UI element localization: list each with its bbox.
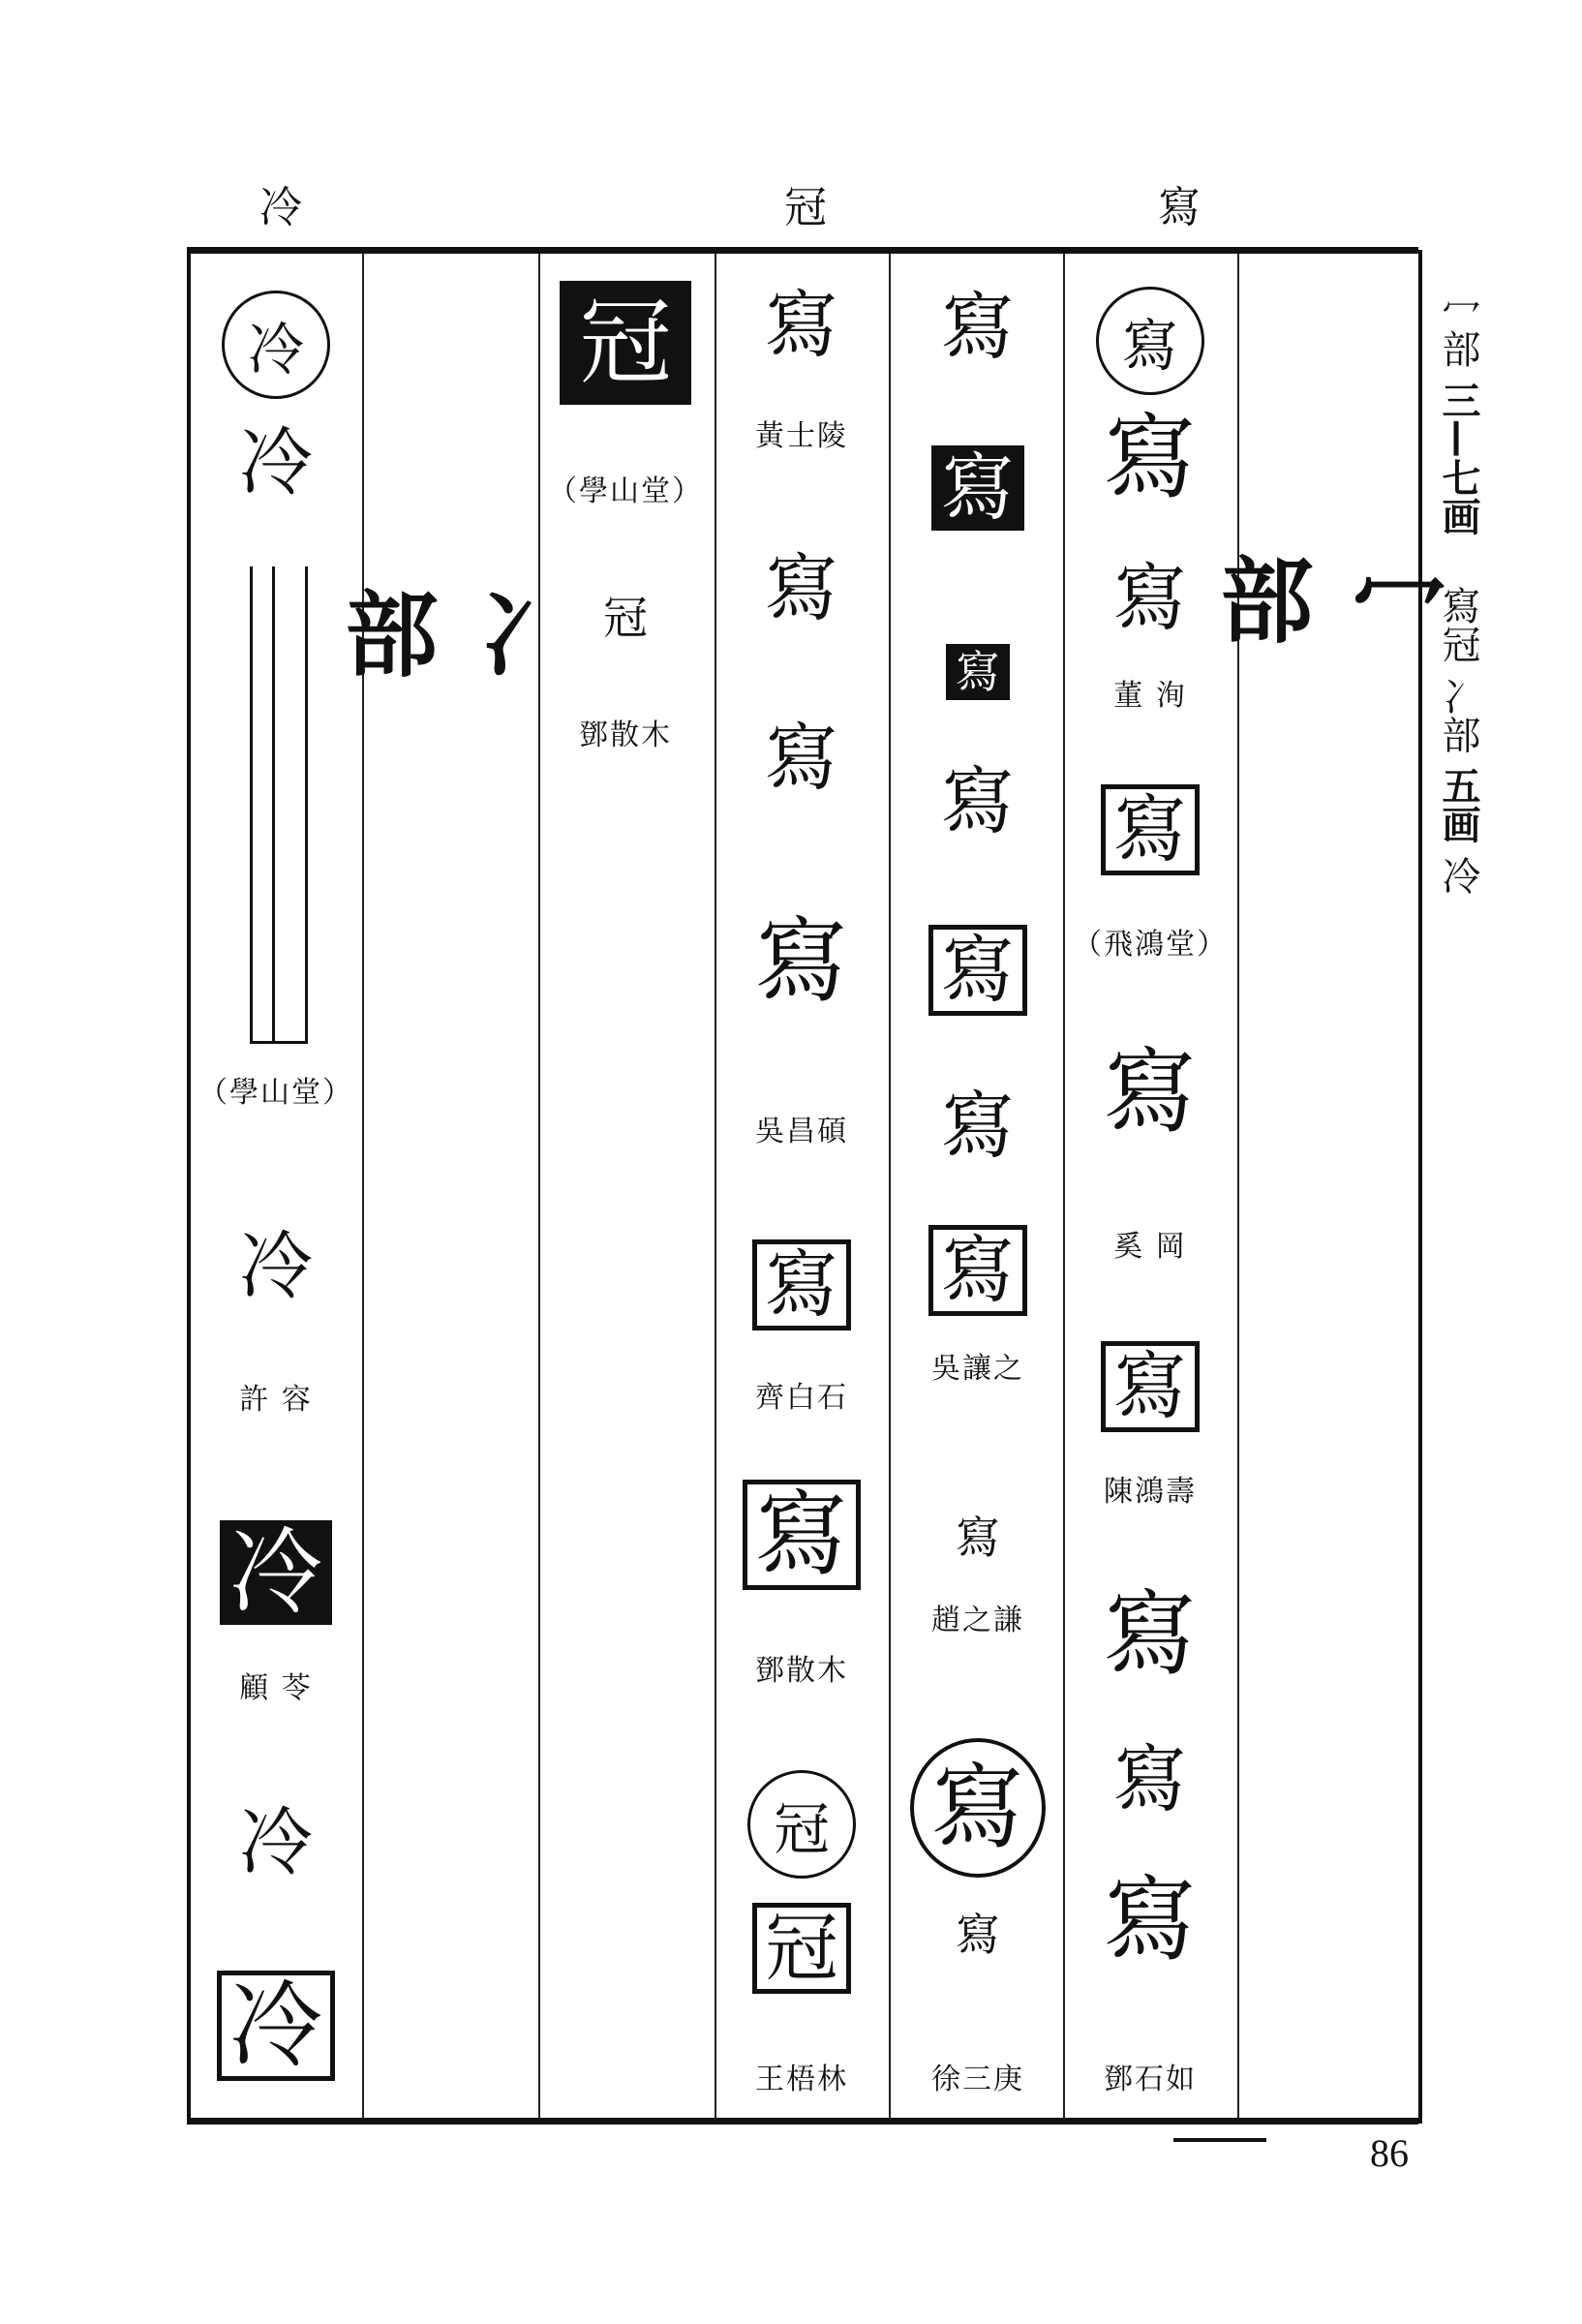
column-divider	[362, 254, 364, 2118]
seal-glyph: 寫	[1104, 1038, 1197, 1147]
seal-glyph: 冷	[239, 1223, 313, 1309]
seal-caption: （學山堂）	[198, 1076, 353, 1110]
seal-glyph: 寫	[1104, 1580, 1197, 1689]
seal-caption: 王梧林	[755, 2063, 848, 2096]
seal-glyph: 寫	[928, 925, 1027, 1016]
header-char-leng: 冷	[259, 183, 302, 232]
sidebar-radical: 冫部	[1436, 676, 1480, 754]
seal-caption: 吳昌碩	[755, 1115, 848, 1148]
seal-caption: 奚 岡	[1113, 1230, 1187, 1264]
seal-glyph: 冠	[603, 592, 648, 644]
headword-circle-guan: 冠	[747, 1770, 856, 1879]
headword-circle-leng: 冷	[222, 290, 330, 399]
seal-glyph: 寫	[743, 1480, 861, 1590]
seal-glyph: 寫	[941, 758, 1015, 844]
seal-glyph: 冷	[217, 1971, 335, 2081]
seal-glyph: 寫	[1113, 555, 1187, 641]
seal-glyph: 寫	[765, 545, 838, 631]
radical-glyph: 冖	[1338, 552, 1446, 645]
seal-glyph: 寫	[928, 1225, 1027, 1316]
seal-caption: 鄧散木	[579, 719, 672, 752]
seal-glyph: 寫	[1104, 1866, 1197, 1974]
header-char-guan: 冠	[784, 183, 827, 232]
radical-label: 部	[330, 586, 439, 679]
sidebar-radical: 冖部	[1436, 290, 1480, 368]
seal-caption: 許 容	[239, 1383, 313, 1417]
seal-glyph: 寫	[931, 445, 1024, 531]
seal-caption: 黃士陵	[755, 419, 848, 453]
seal-glyph: 寫	[1101, 1341, 1200, 1432]
seal-glyph: 寫	[956, 1909, 1000, 1961]
seal-glyph: 寫	[765, 715, 838, 801]
headword-circle-xie: 寫	[1096, 287, 1204, 395]
seal-glyph: 冷	[220, 1520, 332, 1625]
seal-elongated-stroke	[250, 566, 308, 1044]
seal-caption: 鄧散木	[755, 1654, 848, 1688]
seal-glyph: 寫	[956, 1512, 1000, 1564]
column-divider	[1063, 254, 1065, 2118]
seal-glyph: 冷	[239, 419, 313, 505]
seal-glyph: 冠	[560, 281, 691, 405]
radical-label: 部	[1205, 552, 1314, 645]
seal-glyph: 寫	[910, 1738, 1046, 1878]
column-divider	[538, 254, 540, 2118]
seal-glyph: 冷	[239, 1799, 313, 1885]
sidebar-strokes: 五画	[1436, 765, 1480, 843]
seal-caption: 趙之謙	[931, 1604, 1024, 1637]
seal-caption: 董 洵	[1113, 679, 1187, 713]
header-char-xie: 寫	[1158, 183, 1201, 232]
radical-title-mian	[1194, 552, 1459, 761]
seal-glyph: 寫	[765, 282, 838, 368]
seal-caption: 顧 苓	[239, 1671, 313, 1705]
column-divider	[1237, 254, 1239, 2118]
seal-caption: 吳讓之	[931, 1352, 1024, 1386]
seal-caption: 陳鴻壽	[1104, 1475, 1197, 1509]
seal-glyph: 寫	[755, 907, 848, 1016]
seal-glyph: 寫	[941, 284, 1015, 370]
seal-glyph: 寫	[1104, 404, 1197, 512]
seal-glyph: 冠	[752, 1903, 851, 1994]
page-number: 86	[1370, 2131, 1409, 2175]
bottom-rule	[187, 2118, 1418, 2125]
sidebar-strokes: 三—七画	[1436, 380, 1480, 535]
section-sidebar	[1431, 290, 1485, 895]
seal-glyph: 寫	[1113, 1736, 1187, 1822]
column-divider	[715, 254, 716, 2118]
seal-caption: 徐三庚	[931, 2063, 1024, 2096]
radical-glyph: 冫	[463, 586, 571, 679]
sidebar-chars: 寫冠	[1436, 586, 1480, 664]
seal-glyph: 寫	[941, 1083, 1015, 1169]
seal-caption: 齊白石	[755, 1381, 848, 1415]
seal-caption: （學山堂）	[548, 474, 703, 508]
footer-mark	[1173, 2138, 1266, 2142]
radical-title-bing	[319, 586, 584, 747]
seal-glyph: 寫	[946, 644, 1010, 700]
seal-caption: （飛鴻堂）	[1073, 928, 1228, 962]
seal-caption: 鄧石如	[1104, 2063, 1197, 2096]
column-divider	[889, 254, 891, 2118]
seal-glyph: 寫	[752, 1239, 851, 1330]
seal-glyph: 寫	[1101, 784, 1200, 875]
sidebar-chars: 冷	[1436, 855, 1480, 895]
